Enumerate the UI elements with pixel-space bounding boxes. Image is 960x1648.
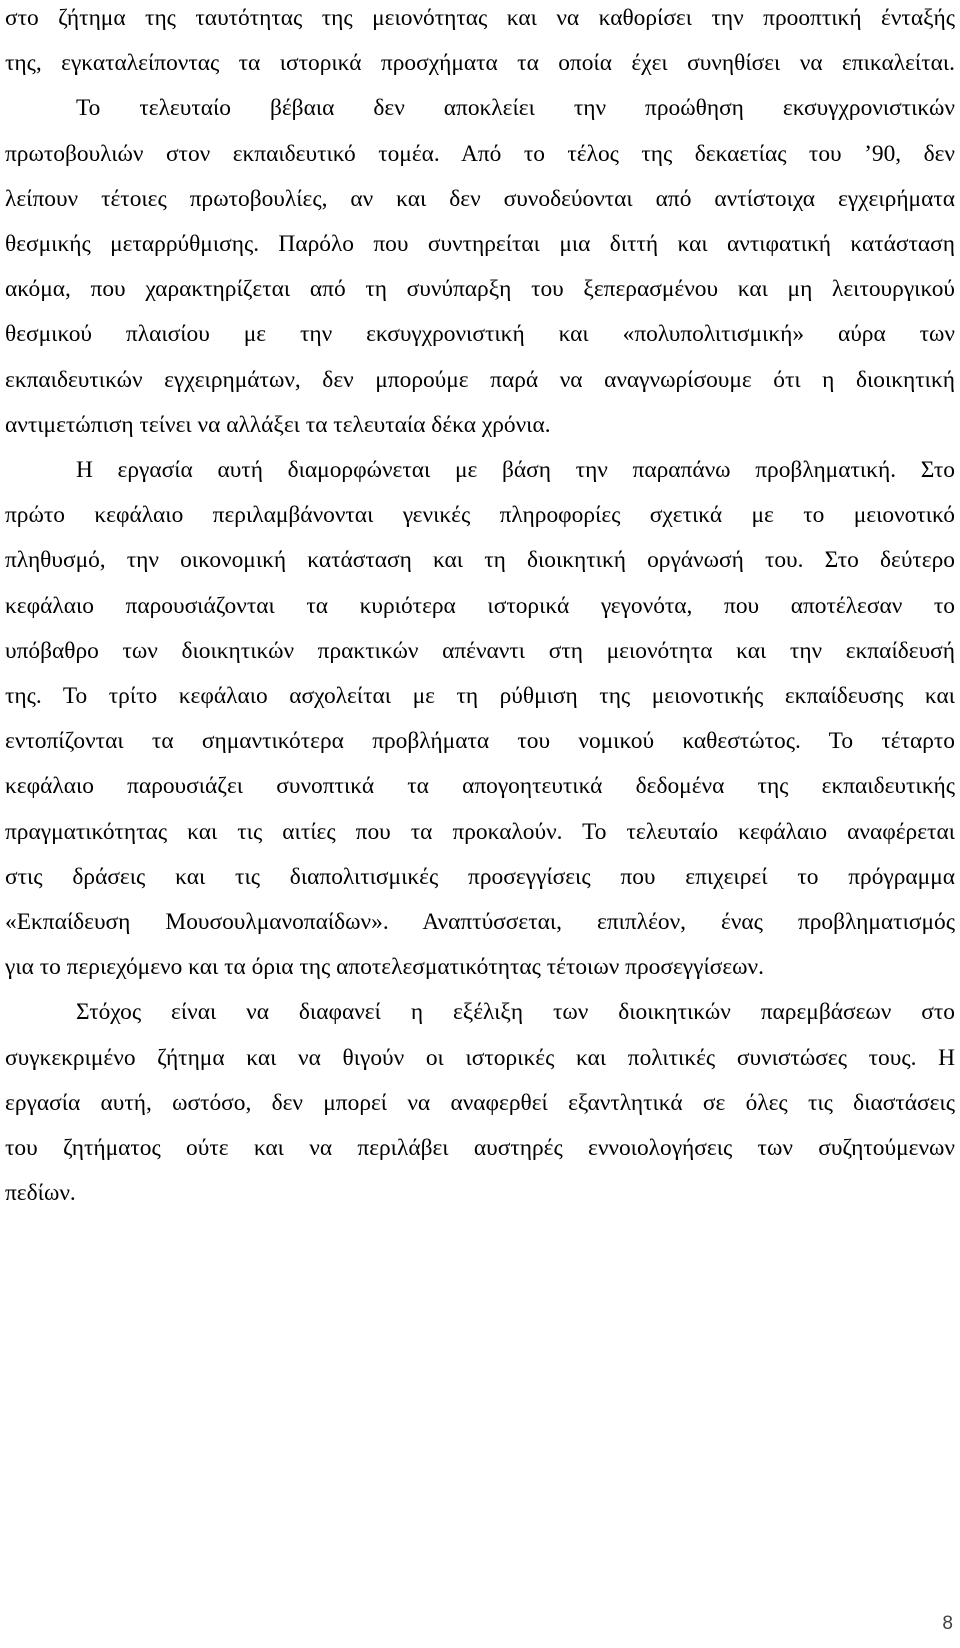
text-line: αντιμετώπιση τείνει να αλλάξει τα τελευταία δέκα χρόνια. xyxy=(5,411,551,438)
text-line: εντοπίζονται τα σημαντικότερα προβλήματα του νομικού καθεστώτος. Το τέταρτο xyxy=(5,728,955,755)
text-line: υπόβαθρο των διοικητικών πρακτικών απέναντι στη μειονότητα και την εκπαίδευσή xyxy=(5,637,955,664)
text-line: πρώτο κεφάλαιο περιλαμβάνονται γενικές πληροφορίες σχετικά με το μειονοτικό xyxy=(5,502,955,529)
text-line: της, εγκαταλείποντας τα ιστορικά προσχήματα τα οποία έχει συνηθίσει να επικαλείται. xyxy=(5,50,955,77)
text-line: στο ζήτημα της ταυτότητας της μειονότητας και να καθορίσει την προοπτική ένταξής xyxy=(5,5,955,31)
text-line: Η εργασία αυτή διαμορφώνεται με βάση την παραπάνω προβληματική. Στο xyxy=(76,457,955,483)
text-line: ακόμα, που χαρακτηρίζεται από τη συνύπαρξη του ξεπερασμένου και μη λειτουργικού xyxy=(5,276,955,303)
text-line: του ζητήματος ούτε και να περιλάβει αυστηρές εννοιολογήσεις των συζητούμενων xyxy=(5,1135,955,1161)
text-line: πρωτοβουλιών στον εκπαιδευτικό τομέα. Από το τέλος της δεκαετίας του ’90, δεν xyxy=(5,140,955,167)
text-line: στις δράσεις και τις διαπολιτισμικές προσεγγίσεις που επιχειρεί το πρόγραμμα xyxy=(5,863,955,890)
text-line: για το περιεχόμενο και τα όρια της αποτελεσματικότητας τέτοιων προσεγγίσεων. xyxy=(5,954,764,981)
text-line: συγκεκριμένο ζήτημα και να θιγούν οι ιστορικές και πολιτικές συνιστώσες τους. Η xyxy=(5,1044,955,1071)
text-line: πραγματικότητας και τις αιτίες που τα προκαλούν. Το τελευταίο κεφάλαιο αναφέρεται xyxy=(5,818,955,845)
text-line: θεσμικής μεταρρύθμισης. Παρόλο που συντηρείται μια διττή και αντιφατική κατάσταση xyxy=(5,231,955,257)
text-line: της. Το τρίτο κεφάλαιο ασχολείται με τη ρύθμιση της μειονοτικής εκπαίδευσης και xyxy=(5,683,955,709)
text-line: κεφάλαιο παρουσιάζονται τα κυριότερα ιστορικά γεγονότα, που αποτέλεσαν το xyxy=(5,592,955,619)
text-line: θεσμικού πλαισίου με την εκσυγχρονιστική και «πολυπολιτισμική» αύρα των xyxy=(5,321,955,348)
text-line: Στόχος είναι να διαφανεί η εξέλιξη των διοικητικών παρεμβάσεων στο xyxy=(76,999,955,1026)
text-line: εργασία αυτή, ωστόσο, δεν μπορεί να αναφερθεί εξαντλητικά σε όλες τις διαστάσεις xyxy=(5,1089,955,1116)
page-number: 8 xyxy=(942,1613,953,1634)
text-line: πεδίων. xyxy=(5,1180,76,1207)
text-line: πληθυσμό, την οικονομική κατάσταση και τη διοικητική οργάνωσή του. Στο δεύτερο xyxy=(5,547,955,574)
text-line: «Εκπαίδευση Μουσουλμανοπαίδων». Αναπτύσσεται, επιπλέον, ένας προβληματισμός xyxy=(5,909,955,935)
text-line: εκπαιδευτικών εγχειρημάτων, δεν μπορούμε παρά να αναγνωρίσουμε ότι η διοικητική xyxy=(5,366,955,393)
text-line: λείπουν τέτοιες πρωτοβουλίες, αν και δεν συνοδεύονται από αντίστοιχα εγχειρήματα xyxy=(5,185,955,212)
text-line: κεφάλαιο παρουσιάζει συνοπτικά τα απογοητευτικά δεδομένα της εκπαιδευτικής xyxy=(5,773,955,800)
text-line: Το τελευταίο βέβαια δεν αποκλείει την προώθηση εκσυγχρονιστικών xyxy=(76,95,955,122)
